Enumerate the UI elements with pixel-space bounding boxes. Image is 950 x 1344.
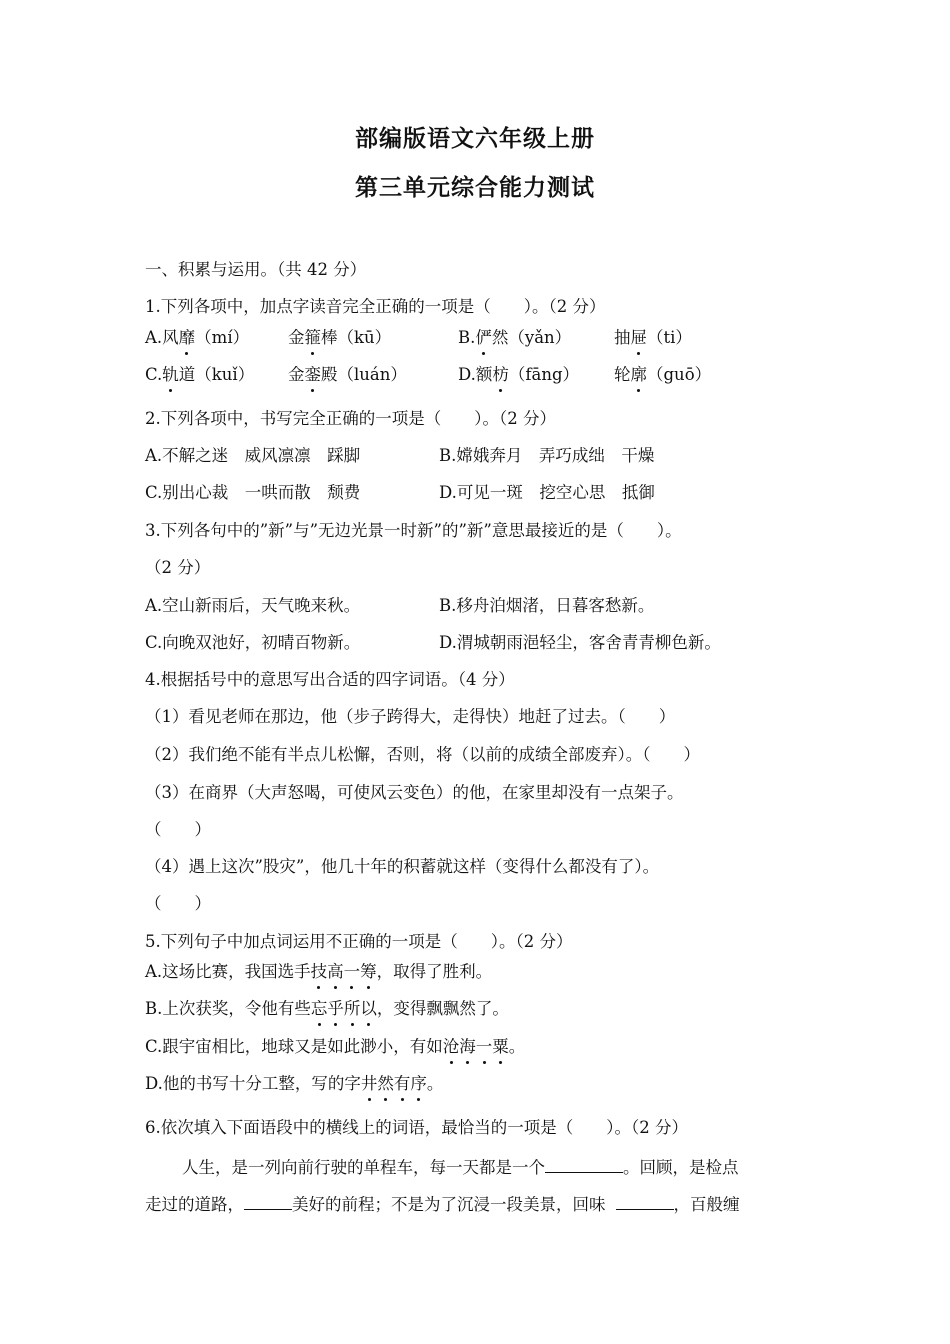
q1-d-w1-py: （fāng）	[508, 365, 580, 384]
q1-a-w1-pre: 风	[162, 328, 179, 347]
q5-b-pre: B.上次获奖，令他有些	[145, 999, 311, 1018]
question-4-item-3-answer: （ ）	[145, 820, 211, 839]
question-4-item-2: （2）我们绝不能有半点儿松懈，否则，将（以前的成绩全部废弃）。（ ）	[145, 745, 700, 764]
q3-option-d: D.渭城朝雨浥轻尘，客舍青青柳色新。	[439, 633, 721, 652]
q1-b-w2-dot: 屉	[630, 328, 647, 347]
q5-option-c	[145, 1036, 525, 1058]
q1-c-w2-post: 殿	[321, 365, 338, 384]
question-1-row-cd	[145, 364, 712, 386]
q3-option-b: B.移舟泊烟渚，日暮客愁新。	[439, 596, 655, 615]
q1-option-d	[458, 364, 579, 386]
question-4-item-3: （3）在商界（大声怒喝，可使风云变色）的他，在家里却没有一点架子。	[145, 783, 684, 802]
q2-option-c: C.别出心裁 一哄而散 颓费	[145, 483, 361, 502]
q1-a-w2-post: 棒	[321, 328, 338, 347]
question-2-row-ab	[145, 445, 655, 467]
q1-c-w2-dot: 銮	[304, 365, 321, 384]
q1-d-prefix: D.	[458, 365, 476, 384]
q1-b-prefix: B.	[458, 328, 476, 347]
q6-passage-line-2	[145, 1193, 740, 1216]
q1-option-c	[145, 364, 254, 386]
q5-c-dot-0: 沧	[442, 1037, 460, 1056]
q3-option-a: A.空山新雨后，天气晚来秋。	[145, 596, 361, 615]
q5-a-dot-0: 技	[310, 962, 328, 981]
q1-c-prefix: C.	[145, 365, 163, 384]
q1-a-w2-pre: 金	[288, 328, 305, 347]
q1-b-w1-py: （yǎn）	[508, 328, 572, 347]
q5-a-post: ，取得了胜利。	[376, 962, 493, 981]
q5-b-dot-0: 忘	[310, 999, 328, 1018]
q1-a-w2-py: （kū）	[337, 328, 392, 347]
q6-passage-line-1	[182, 1156, 739, 1179]
q1-c-w1-post: 道	[178, 365, 196, 384]
question-4-stem: 4.根据括号中的意思写出合适的四字词语。（4 分）	[145, 670, 515, 689]
section-heading: 一、积累与运用。（共 42 分）	[145, 260, 367, 279]
q5-b-dot-1: 乎	[327, 999, 344, 1018]
q6-blank-1[interactable]	[545, 1156, 623, 1173]
question-5-stem: 5.下列句子中加点词运用不正确的一项是（ ）。（2 分）	[145, 932, 573, 951]
q5-a-dot-2: 一	[343, 962, 361, 981]
q1-c-w2-pre: 金	[288, 365, 305, 384]
question-3-stem: 3.下列各句中的”新”与”无边光景一时新”的”新”意思最接近的是（ ）。	[145, 521, 682, 540]
q5-d-dot-1: 然	[377, 1074, 394, 1093]
question-4-item-4-answer: （ ）	[145, 894, 211, 913]
question-1-stem: 1.下列各项中，加点字读音完全正确的一项是（ ）。（2 分）	[145, 297, 606, 316]
q6-p2-b: 美好的前程；不是为了沉浸一段美景，回味	[292, 1195, 606, 1214]
q1-a-w2-dot: 箍	[304, 328, 321, 347]
q1-d-w2-pre: 轮	[614, 365, 631, 384]
q1-c-w1-py: （kuǐ）	[195, 365, 255, 384]
question-6-stem: 6.依次填入下面语段中的横线上的词语，最恰当的一项是（ ）。（2 分）	[145, 1118, 688, 1137]
q1-c-w1-dot: 轨	[162, 365, 179, 384]
page-title-line1: 部编版语文六年级上册	[355, 126, 595, 152]
q5-d-pre: D.他的书写十分工整，写的字	[145, 1074, 361, 1093]
q1-a-prefix: A.	[145, 328, 163, 347]
q1-option-c-word2	[288, 364, 407, 386]
q1-d-w2-dot: 廓	[630, 365, 647, 384]
q6-p1-a: 人生，是一列向前行驶的单程车，每一天都是一个	[182, 1158, 545, 1177]
q1-b-w2-py: （ti）	[647, 328, 692, 347]
question-1-row-ab	[145, 327, 692, 349]
q6-blank-2[interactable]	[244, 1193, 292, 1210]
q1-b-w1-post: 然	[491, 328, 509, 347]
q1-b-w2-pre: 抽	[614, 328, 631, 347]
q5-b-post: ，变得飘飘然了。	[376, 999, 509, 1018]
q5-d-dot-0: 井	[360, 1074, 378, 1093]
q5-a-dot-3: 筹	[360, 962, 377, 981]
q5-option-b	[145, 998, 509, 1020]
q5-d-dot-3: 序	[410, 1074, 427, 1093]
question-3-score: （2 分）	[145, 558, 211, 577]
q1-option-b	[458, 327, 571, 349]
q5-c-post: 。	[508, 1037, 526, 1056]
q5-b-dot-2: 所	[343, 999, 361, 1018]
q5-c-dot-1: 海	[459, 1037, 476, 1056]
question-3-row-cd	[145, 632, 721, 654]
q6-p2-c: ，百般缠	[673, 1195, 740, 1214]
q6-p1-b: 。回顾，是检点	[623, 1158, 739, 1177]
q5-a-pre: A.这场比赛，我国选手	[145, 962, 311, 981]
page-title-line2: 第三单元综合能力测试	[355, 175, 595, 201]
question-4-item-1: （1）看见老师在那边，他（步子跨得大，走得快）地赶了过去。（ ）	[145, 707, 676, 726]
question-3-row-ab	[145, 595, 655, 617]
q1-a-w1-py: （mí）	[195, 328, 250, 347]
q6-p2-a: 走过的道路，	[145, 1195, 244, 1214]
q5-c-dot-3: 粟	[492, 1037, 509, 1056]
q1-b-w1-dot: 俨	[475, 328, 492, 347]
q1-d-w2-py: （guō）	[647, 365, 712, 384]
q1-option-a-word2	[288, 327, 391, 349]
q5-b-dot-3: 以	[360, 999, 377, 1018]
q1-d-w1-pre: 额	[475, 365, 493, 384]
q2-option-d: D.可见一斑 挖空心思 抵御	[439, 483, 655, 502]
q1-option-d-word2	[614, 364, 711, 386]
q1-a-w1-dot: 靡	[178, 328, 196, 347]
q5-a-dot-1: 高	[327, 962, 344, 981]
q1-c-w2-py: （luán）	[337, 365, 407, 384]
q5-c-dot-2: 一	[475, 1037, 493, 1056]
q5-c-pre: C.跟宇宙相比，地球又是如此渺小，有如	[145, 1037, 443, 1056]
question-2-stem: 2.下列各项中，书写完全正确的一项是（ ）。（2 分）	[145, 409, 556, 428]
q5-option-d	[145, 1073, 443, 1095]
q6-blank-3[interactable]	[616, 1193, 674, 1210]
q1-option-b-word2	[614, 327, 692, 349]
question-2-row-cd	[145, 482, 655, 504]
q1-option-a	[145, 327, 249, 349]
question-4-item-4: （4）遇上这次”股灾”，他几十年的积蓄就这样（变得什么都没有了）。	[145, 857, 660, 876]
q5-option-a	[145, 961, 492, 983]
q2-option-b: B.嫦娥奔月 弄巧成绌 干燥	[439, 446, 655, 465]
q2-option-a: A.不解之迷 威风凛凛 踩脚	[145, 446, 361, 465]
q5-d-post: 。	[426, 1074, 444, 1093]
q5-d-dot-2: 有	[393, 1074, 411, 1093]
q3-option-c: C.向晚双池好，初晴百物新。	[145, 633, 361, 652]
q1-d-w1-dot: 枋	[492, 365, 509, 384]
